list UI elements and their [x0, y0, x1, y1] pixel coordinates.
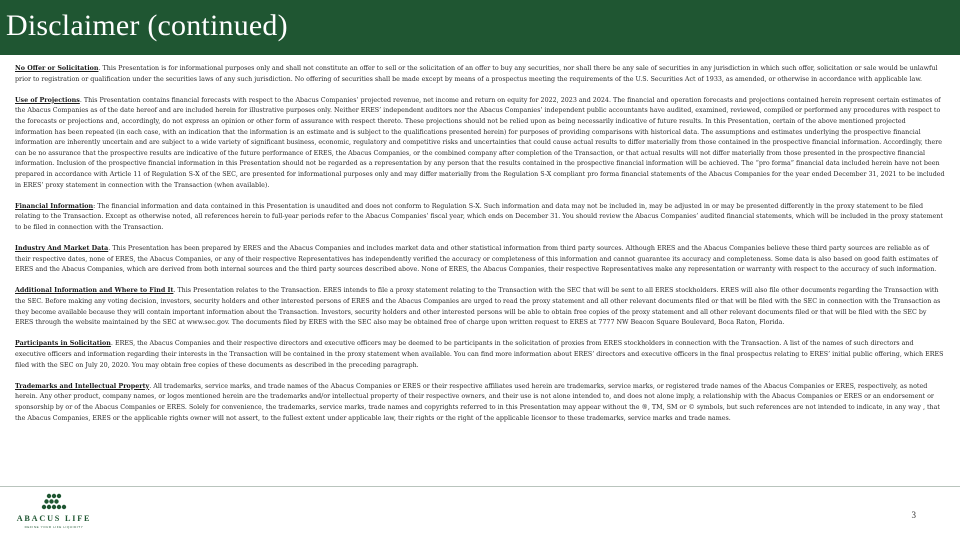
section-text: . This Presentation contains financial forecasts with respect to the Abacus Companies’ projected revenue, net income and return on equity for 2022, 2023 and 2024. The financial and operation forecasts and projections contained herein represent certain estimates of the Abacus Companies as of the date hereof and are included herein for illustrative purposes only. Neither ERES’ independent auditors nor the Abacus Companies’ independent public accountants have audited, examined, reviewed, compiled or performed any procedures with respect to the forecasts or projections and, accordingly, do not express an opinion or other form of assurance with respect thereto. These projections should not be relied upon as being necessarily indicative of future results. In this Presentation, certain of the above mentioned projected information has been repeated (in each case, with an indication that the information is an estimate and is subject to the qualifications presented herein) for purposes of providing comparisons with historical data. The assumptions and estimates underlying the prospective financial information are inherently uncertain and are subject to a wide variety of significant business, economic, regulatory and competitive risks and uncertainties that could cause actual results to differ materially from those contained in the prospective financial information. Accordingly, there can be no assurance that the prospective results are indicative of the future performance of ERES, the Abacus Companies, or the combined company after completion of the Transaction, or that actual results will not differ materially from those presented in the prospective financial information. Inclusion of the prospective financial information in this Presentation should not be regarded as a representation by any person that the results contained in the prospective financial information will be achieved. The “pro forma” financial data included herein have not been prepared in accordance with Article 11 of Regulation S-X of the SEC, are presented for informational purposes only and may differ materially from the Regulation S-X compliant pro forma financial statements of the Abacus Companies for the year ended December 31, 2021 to be included in ERES’ proxy statement in connection with the Transaction (when available).	[15, 96, 945, 189]
page-title: Disclaimer (continued)	[6, 9, 288, 42]
section-heading: Use of Projections	[15, 96, 80, 104]
section-additional-information	[15, 286, 945, 328]
section-text: . ERES, the Abacus Companies and their respective directors and executive officers may be deemed to be participants in the solicitation of proxies from ERES stockholders in connection with the Transaction. A list of the names of such directors and executive officers and information regarding their interests in the Transaction will be contained in the proxy statement when available. You can find more information about ERES’ directors and executive officers in the final prospectus relating to ERES’ initial public offering, which ERES filed with the SEC on July 20, 2020. You may obtain free copies of these documents as described in the preceding paragraph.	[15, 340, 944, 369]
section-text: : The financial information and data contained in this Presentation is unaudited and does not conform to Regulation S-X. Such information and data may not be included in, may be adjusted in or may be presented differently in the proxy statement to be filed relating to the Transaction. Except as otherwise noted, all references herein to full-year periods refer to the Abacus Companies’ fiscal year, which ends on December 31. You should review the Abacus Companies’ audited financial statements, which will be included in the proxy statement to be filed in connection with the Transaction.	[15, 202, 943, 231]
section-text: . This Presentation relates to the Transaction. ERES intends to file a proxy statement relating to the Transaction with the SEC that will be sent to all ERES stockholders. ERES will also file other documents regarding the Transaction with the SEC. Before making any voting decision, investors, security holders and other interested persons of ERES and the Abacus Companies are urged to read the proxy statement and all other relevant documents filed or that will be filed with the SEC in connection with the Transaction as they become available because they will contain important information about the Transaction. Investors, security holders and other interested persons will be able to obtain free copies of the proxy statement and all other relevant documents filed or that will be filed with the SEC by ERES through the website maintained by the SEC at www.sec.gov. The documents filed by ERES with the SEC also may be obtained free of charge upon written request to ERES at 7777 NW Beacon Square Boulevard, Boca Raton, Florida.	[15, 287, 941, 327]
section-financial-information	[15, 202, 945, 234]
section-heading: Financial Information	[15, 202, 94, 210]
section-text: . All trademarks, service marks, and trade names of the Abacus Companies or ERES or their respective affiliates used herein are trademarks, service marks, or registered trade names of the Abacus Companies or ERES, respectively, as noted herein. Any other product, company names, or logos mentioned herein are the trademarks and/or intellectual property of their respective owners, and their use is not alone intended to, and does not alone imply, a relationship with the Abacus Companies or ERES or an endorsement or sponsorship by or of the Abacus Companies or ERES. Solely for convenience, the trademarks, service marks, trade names and copyrights referred to in this Presentation may appear without the ®, TM, SM or © symbols, but such references are not intended to indicate, in any way , that the Abacus Companies, ERES or the applicable rights owner will not assert, to the fullest extent under applicable law, their rights or the right of the applicable licensor to these trademarks, service marks and trade names.	[15, 382, 940, 422]
section-industry-market-data	[15, 244, 945, 276]
section-trademarks	[15, 382, 945, 424]
section-heading: Participants in Solicitation	[15, 340, 111, 348]
disclaimer-body	[15, 64, 945, 435]
section-text: . This Presentation has been prepared by ERES and the Abacus Companies and includes market data and other statistical information from third party sources. Although ERES and the Abacus Companies believe these third party sources are reliable as of their respective dates, none of ERES, the Abacus Companies, or any of their respective Representatives has independently verified the accuracy or completeness of this information and cannot guarantee its accuracy and completeness. Some data is also based on good faith estimates of ERES and the Abacus Companies, which are derived from both internal sources and the third party sources described above. None of ERES, the Abacus Companies, their respective Representatives make any representation or warranty with respect to the accuracy of such information.	[15, 245, 938, 274]
page-number: 3	[911, 510, 916, 520]
section-heading: Industry And Market Data	[15, 245, 109, 253]
section-text: . This Presentation is for informational purposes only and shall not constitute an offer to sell or the solicitation of an offer to buy any securities, nor shall there be any sale of securities in any jurisdiction in which such offer, solicitation or sale would be unlawful prior to registration or qualification under the securities laws of any such jurisdiction. No offering of securities shall be made except by means of a prospectus meeting the requirements of the U.S. Securities Act of 1933, as amended, or otherwise in accordance with applicable law.	[15, 65, 938, 83]
section-heading: Trademarks and Intellectual Property	[15, 382, 150, 390]
section-heading: Additional Information and Where to Find It	[15, 287, 174, 295]
section-participants	[15, 339, 945, 371]
section-projections	[15, 96, 945, 191]
logo-tagline: DEFINE YOUR LIFE LIQUIDITY	[24, 525, 84, 529]
header-bar	[0, 0, 960, 55]
abacus-beads-logo-icon	[36, 493, 70, 513]
logo-wordmark: ABACUS LIFE	[16, 514, 92, 523]
section-heading: No Offer or Solicitation	[15, 65, 99, 72]
company-logo	[14, 493, 94, 535]
section-no-offer	[15, 64, 945, 85]
footer-divider	[0, 486, 960, 487]
